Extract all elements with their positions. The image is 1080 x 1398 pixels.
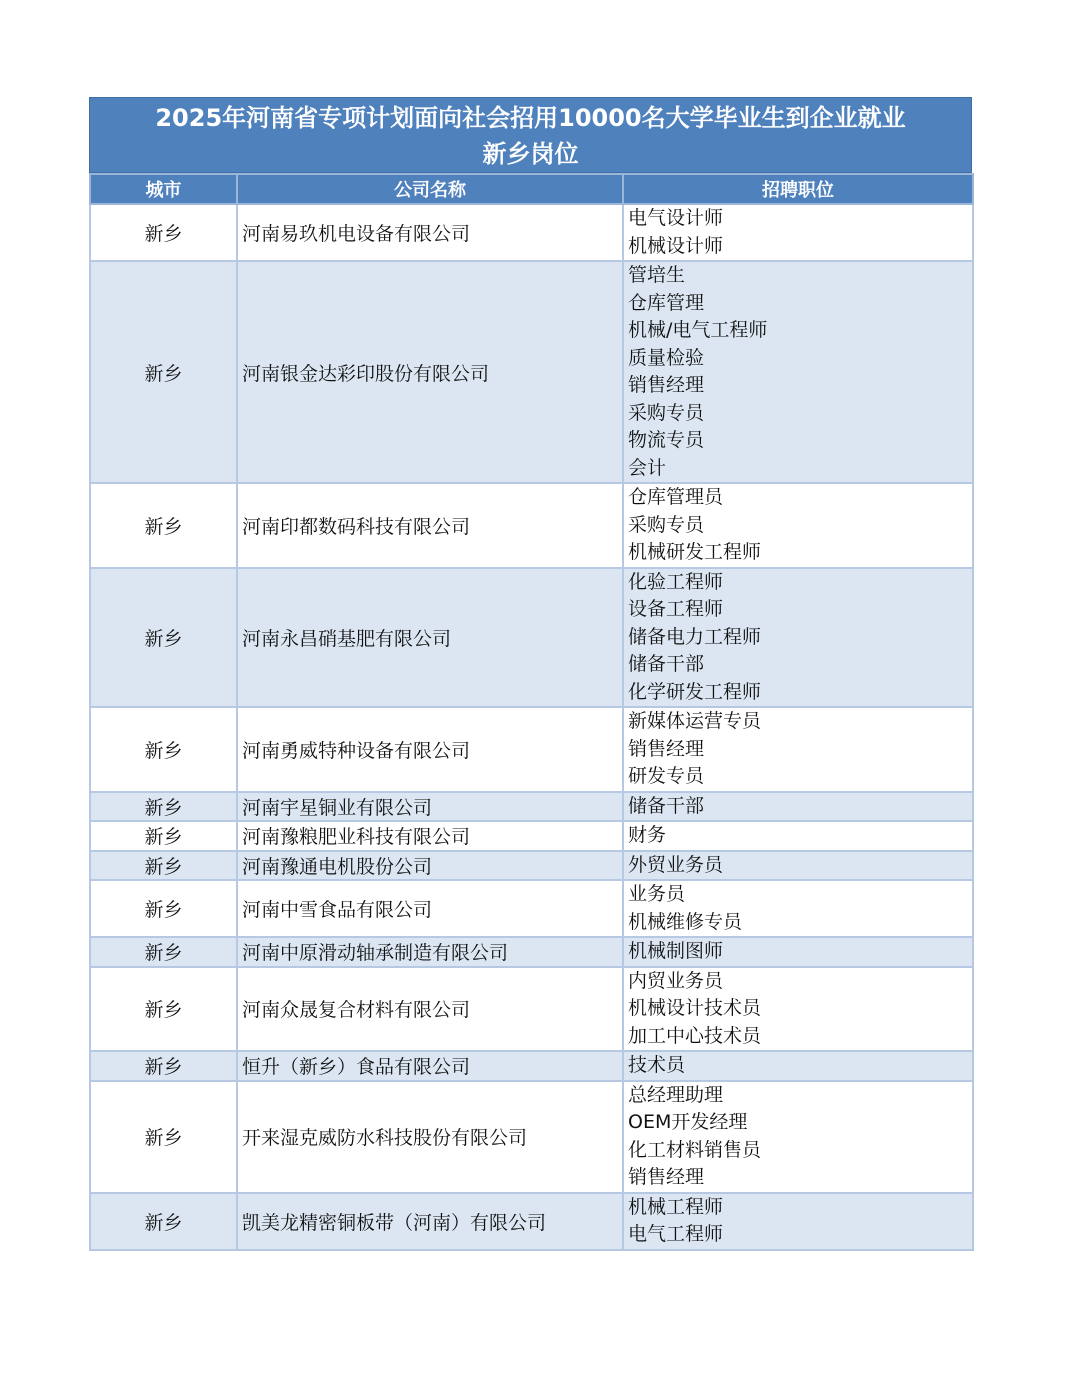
table-body: [90, 204, 973, 1250]
position-item: 质量检验: [628, 346, 705, 369]
positions-cell: [623, 1193, 973, 1250]
positions-cell: [623, 204, 973, 261]
title-line-2: 新乡岗位: [482, 140, 579, 168]
position-item: 电气工程师: [628, 1223, 724, 1245]
position-item: 储备干部: [628, 653, 705, 675]
positions-cell: [623, 261, 973, 483]
position-item: 电气设计师: [628, 207, 724, 229]
positions-cell: [623, 821, 973, 851]
position-item: 销售经理: [628, 374, 705, 396]
table-row: [90, 204, 973, 261]
position-item: 销售经理: [628, 737, 705, 760]
position-item: 外贸业务员: [628, 853, 724, 876]
company-cell: 河南中雪食品有限公司: [237, 880, 623, 937]
table-row: [90, 1193, 973, 1250]
city-cell: 新乡: [90, 1081, 237, 1193]
table-row: [90, 261, 973, 483]
position-item: 管培生: [628, 264, 686, 286]
table-row: [90, 707, 973, 792]
positions-cell: [623, 967, 973, 1052]
company-cell: 河南印都数码科技有限公司: [237, 483, 623, 568]
city-cell: 新乡: [90, 967, 237, 1052]
position-item: 储备干部: [628, 794, 705, 817]
position-item: 采购专员: [628, 401, 705, 424]
title-line-1: 2025年河南省专项计划面向社会招用10000名大学毕业生到企业就业: [155, 104, 906, 132]
position-item: 财务: [628, 824, 667, 846]
position-item: 机械维修专员: [628, 910, 743, 933]
positions-cell: [623, 851, 973, 881]
positions-cell: [623, 707, 973, 792]
table-row: [90, 937, 973, 967]
position-item: 化学研发工程师: [628, 680, 762, 703]
position-item: 机械工程师: [628, 1195, 724, 1218]
company-cell: 河南豫通电机股份公司: [237, 851, 623, 881]
recruitment-table: [89, 173, 974, 1251]
city-cell: 新乡: [90, 483, 237, 568]
company-cell: 河南宇星铜业有限公司: [237, 792, 623, 822]
table-row: [90, 792, 973, 822]
positions-cell: [623, 1081, 973, 1193]
header-city: 城市: [90, 174, 237, 204]
company-cell: 开来湿克威防水科技股份有限公司: [237, 1081, 623, 1193]
position-item: 机械设计师: [628, 234, 724, 257]
position-item: 物流专员: [628, 429, 705, 451]
city-cell: 新乡: [90, 261, 237, 483]
position-item: 技术员: [628, 1054, 686, 1076]
position-item: 仓库管理: [628, 291, 705, 314]
city-cell: 新乡: [90, 937, 237, 967]
position-item: 会计: [628, 456, 667, 479]
position-item: OEM开发经理: [628, 1111, 748, 1133]
company-cell: 河南勇威特种设备有限公司: [237, 707, 623, 792]
city-cell: 新乡: [90, 204, 237, 261]
company-cell: 河南众晟复合材料有限公司: [237, 967, 623, 1052]
city-cell: 新乡: [90, 792, 237, 822]
position-item: 研发专员: [628, 765, 705, 787]
company-cell: 凯美龙精密铜板带（河南）有限公司: [237, 1193, 623, 1250]
header-company: 公司名称: [237, 174, 623, 204]
position-item: 内贸业务员: [628, 969, 724, 992]
company-cell: 恒升（新乡）食品有限公司: [237, 1051, 623, 1081]
position-item: 采购专员: [628, 513, 705, 536]
table-row: [90, 1051, 973, 1081]
spreadsheet: [89, 97, 972, 1251]
city-cell: 新乡: [90, 568, 237, 708]
position-item: 机械制图师: [628, 940, 724, 962]
city-cell: 新乡: [90, 851, 237, 881]
header-row: [90, 174, 973, 204]
city-cell: 新乡: [90, 1051, 237, 1081]
table-row: [90, 821, 973, 851]
table-row: [90, 967, 973, 1052]
positions-cell: [623, 937, 973, 967]
city-cell: 新乡: [90, 821, 237, 851]
positions-cell: [623, 568, 973, 708]
company-cell: 河南中原滑动轴承制造有限公司: [237, 937, 623, 967]
table-row: [90, 483, 973, 568]
company-cell: 河南银金达彩印股份有限公司: [237, 261, 623, 483]
company-cell: 河南豫粮肥业科技有限公司: [237, 821, 623, 851]
city-cell: 新乡: [90, 1193, 237, 1250]
positions-cell: [623, 1051, 973, 1081]
position-item: 机械设计技术员: [628, 997, 762, 1019]
position-item: 总经理助理: [628, 1083, 724, 1106]
position-item: 储备电力工程师: [628, 625, 762, 648]
table-row: [90, 880, 973, 937]
table-row: [90, 1081, 973, 1193]
position-item: 业务员: [628, 883, 686, 905]
table-row: [90, 568, 973, 708]
position-item: 化工材料销售员: [628, 1138, 762, 1161]
company-cell: 河南易玖机电设备有限公司: [237, 204, 623, 261]
table-row: [90, 851, 973, 881]
company-cell: 河南永昌硝基肥有限公司: [237, 568, 623, 708]
position-item: 设备工程师: [628, 598, 724, 620]
header-positions: 招聘职位: [623, 174, 973, 204]
position-item: 机械/电气工程师: [628, 319, 768, 341]
position-item: 仓库管理员: [628, 486, 724, 508]
position-item: 机械研发工程师: [628, 541, 762, 563]
position-item: 销售经理: [628, 1166, 705, 1188]
position-item: 加工中心技术员: [628, 1024, 762, 1047]
city-cell: 新乡: [90, 880, 237, 937]
positions-cell: [623, 483, 973, 568]
position-item: 新媒体运营专员: [628, 710, 762, 732]
positions-cell: [623, 880, 973, 937]
city-cell: 新乡: [90, 707, 237, 792]
positions-cell: [623, 792, 973, 822]
table-title: [89, 97, 972, 173]
position-item: 化验工程师: [628, 570, 724, 593]
